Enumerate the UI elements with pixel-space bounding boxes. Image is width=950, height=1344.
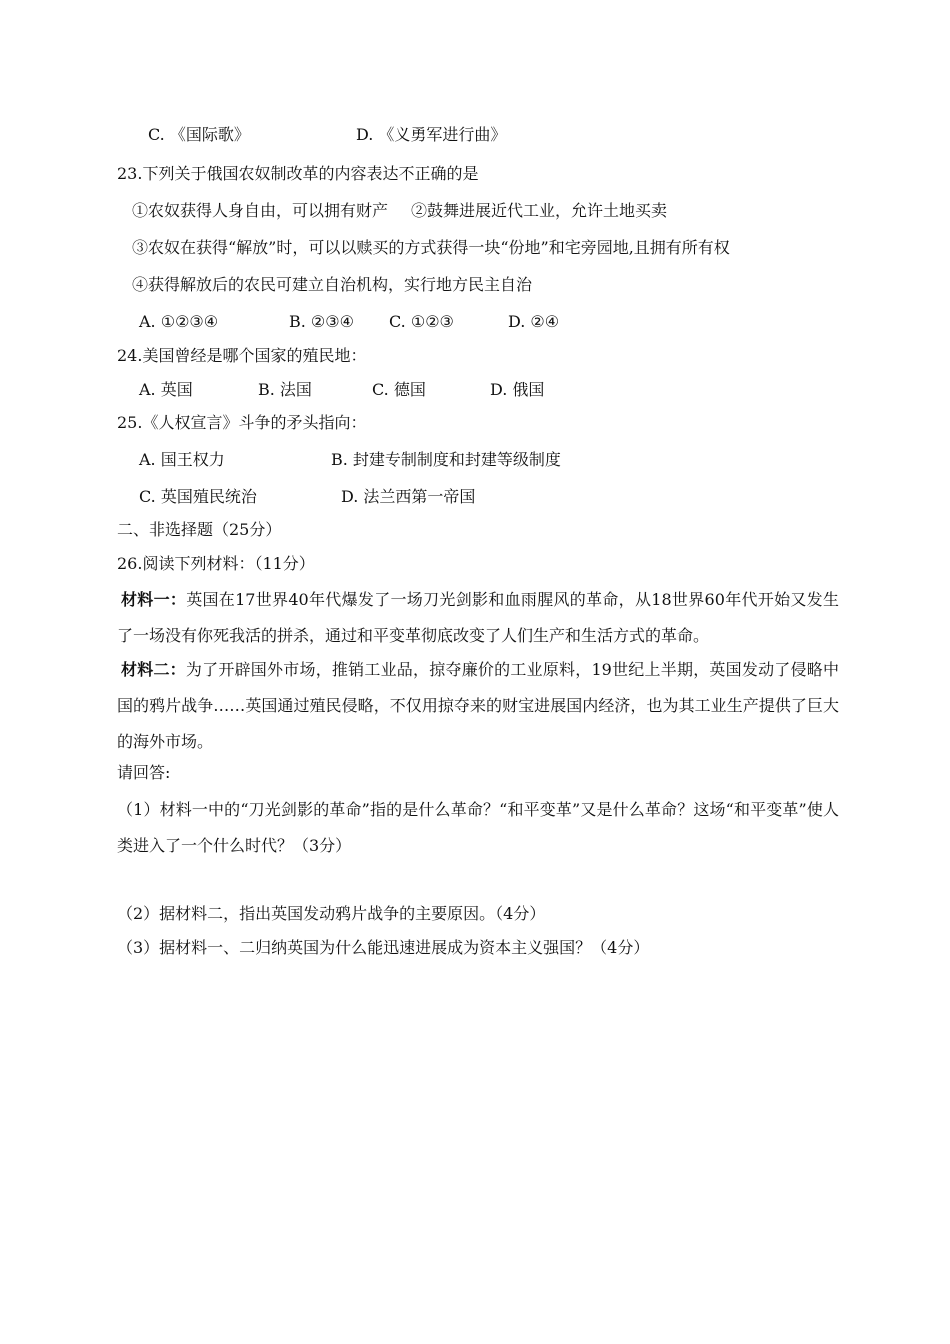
q23-option-a: A. ①②③④ <box>139 312 219 331</box>
q23-option-c: C. ①②③ <box>389 312 454 331</box>
q26-stem: 26.阅读下列材料：（11分） <box>117 554 315 573</box>
answer-prompt: 请回答: <box>117 763 171 782</box>
q23-item-1: ①农奴获得人身自由，可以拥有财产 <box>132 201 389 220</box>
q24-option-c: C. 德国 <box>372 380 426 399</box>
material-1-label: 材料一： <box>121 590 187 609</box>
q24-option-a: A. 英国 <box>139 380 193 399</box>
material-2-label: 材料二： <box>121 660 186 679</box>
q25-option-c: C. 英国殖民统治 <box>139 487 257 506</box>
q24-option-b: B. 法国 <box>258 380 312 399</box>
q23-stem: 23.下列关于俄国农奴制改革的内容表达不正确的是 <box>117 164 479 183</box>
q23-option-d: D. ②④ <box>508 312 560 331</box>
q22-option-c: C. 《国际歌》 <box>148 125 250 144</box>
q24-stem: 24.美国曾经是哪个国家的殖民地： <box>117 346 367 365</box>
q24-option-d: D. 俄国 <box>490 380 545 399</box>
q25-option-a: A. 国王权力 <box>139 450 225 469</box>
material-2-text: 为了开辟国外市场，推销工业品，掠夺廉价的工业原料，19世纪上半期，英国发动了侵略中国的鸦片战争……英国通过殖民侵略，不仅用掠夺来的财宝进展国内经济，也为其工业生产提供了巨大的海外市场。 <box>117 660 839 751</box>
section-heading: 二、非选择题（25分） <box>117 520 282 539</box>
q26-sub-1 <box>117 792 839 864</box>
q23-item-4: ④获得解放后的农民可建立自治机构，实行地方民主自治 <box>132 275 533 294</box>
q25-stem: 25.《人权宣言》斗争的矛头指向： <box>117 413 367 432</box>
q25-option-b: B. 封建专制制度和封建等级制度 <box>331 450 561 469</box>
q26-sub-3: （3）据材料一、二归纳英国为什么能迅速进展成为资本主义强国？（4分） <box>117 938 650 957</box>
q23-option-b: B. ②③④ <box>289 312 354 331</box>
material-2 <box>117 652 839 760</box>
q25-option-d: D. 法兰西第一帝国 <box>341 487 476 506</box>
q26-sub-2: （2）据材料二，指出英国发动鸦片战争的主要原因。（4分） <box>117 904 546 923</box>
q23-item-2: ②鼓舞进展近代工业，允许土地买卖 <box>411 201 668 220</box>
q26-sub-1-text: （1）材料一中的“刀光剑影的革命”指的是什么革命？“和平变革”又是什么革命？这场“和平变革”使人类进入了一个什么时代？（3分） <box>117 800 839 855</box>
material-1 <box>117 582 839 654</box>
q22-option-d: D. 《义勇军进行曲》 <box>356 125 507 144</box>
q23-item-3: ③农奴在获得“解放”时，可以以赎买的方式获得一块“份地”和宅旁园地,且拥有所有权 <box>132 238 730 257</box>
material-1-text: 英国在17世界40年代爆发了一场刀光剑影和血雨腥风的革命，从18世界60年代开始又发生了一场没有你死我活的拼杀，通过和平变革彻底改变了人们生产和生活方式的革命。 <box>117 590 839 645</box>
